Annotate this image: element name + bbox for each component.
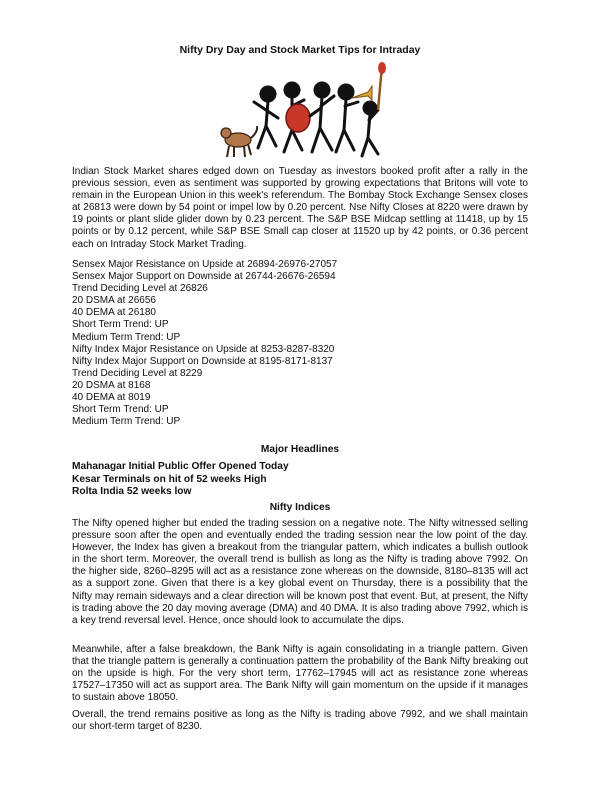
level-line: Nifty Index Major Support on Downside at 8195-8171-8137 [72,355,333,367]
intro-paragraph: Indian Stock Market shares edged down on Tuesday as investors booked profit after a rally in the previous session, even as sentiment was supported by growing expectations that Britons will vote to remain in the European Union in this week's referendum. The Bombay Stock Exchange Sensex closes at 26813 were down by 54 point or impel low by 0.20 percent. Nse Nifty Closes at 8220 were drawn by 19 points or plant slide glider down by 0.23 percent. The S&P BSE Midcap settling at 11418, up by 15 points or by 0.12 percent, while S&P BSE Small cap closer at 11520 up by 42 points, or 0.36 percent each on Intraday Stock Market Trading. [72,166,528,250]
level-line: 40 DEMA at 8019 [72,392,151,404]
level-line: 40 DEMA at 26180 [72,307,156,319]
level-line: Nifty Index Major Resistance on Upside at 8253-8287-8320 [72,343,335,355]
dog-figure [221,126,257,157]
level-line: Sensex Major Resistance on Upside at 26894-26976-27057 [72,259,338,270]
nifty-paragraph-1: The Nifty opened higher but ended the trading session on a negative note. The Nifty witnessed selling pressure soon after the open and eventually ended the trading session near the low point of the day. However, the Index has given a breakout from the triangular pattern, which indicates a bullish outlook in the short term. Moreover, the overall trend is bullish as long as the Nifty is trading above 7992. On the higher side, 8260–8295 will act as a resistance zone whereas on the downside, 8180–8135 will act as a support zone. Given that there is a key global event on Thursday, there is a possibility that the Nifty may remain sideways and a clear direction will be known post that event. But, at present, the Nifty is trading above the 20 day moving average (DMA) and 40 DMA. It is also trading above 7992, which is a key trend reversal level. Hence, once should look to accumulate the dips. [72,518,528,626]
major-headlines-heading: Major Headlines [260,444,340,455]
nifty-paragraph-2: Meanwhile, after a false breakdown, the Bank Nifty is again consolidating in a triangle pattern. Given that the triangle pattern is generally a continuation pattern the probability of the Bank Nifty breaking out on the upside is high. For the very short term, 17762–17945 will act as resistance zone whereas 17527–17350 will act as support area. The Bank Nifty will gain momentum on the upside if it manages to sustain above 18050. [72,644,528,704]
page-title: Nifty Dry Day and Stock Market Tips for Intraday [179,44,421,56]
level-line: Medium Term Trend: UP [72,416,181,428]
trumpeter [336,85,358,152]
level-line: 20 DSMA at 8168 [72,379,151,391]
headline-item: Rolta India 52 weeks low [72,486,192,497]
dancer-1 [254,87,278,148]
level-line: 20 DSMA at 26656 [72,295,156,307]
nifty-indices-heading: Nifty Indices [269,502,331,513]
level-line: Trend Deciding Level at 8229 [72,367,203,379]
level-line: Sensex Major Support on Downside at 26744-26676-26594 [72,271,336,283]
level-line: Short Term Trend: UP [72,404,169,416]
nifty-paragraph-3: Overall, the trend remains positive as long as the Nifty is trading above 7992, and we shall maintain our short-term target of 8230. [72,709,528,733]
headline-item: Kesar Terminals on hit of 52 weeks High [72,473,267,485]
dancing-band-illustration [218,60,388,164]
level-line: Medium Term Trend: UP [72,331,181,343]
headline-item: Mahanagar Initial Public Offer Opened Today [72,461,289,472]
dancer-5 [362,102,378,156]
level-line: Short Term Trend: UP [72,319,169,331]
levels-list [72,259,337,428]
level-line: Trend Deciding Level at 26826 [72,283,208,295]
dancing-band-icon [218,60,388,164]
dancer-3 [310,83,334,152]
headlines-list [72,461,289,499]
